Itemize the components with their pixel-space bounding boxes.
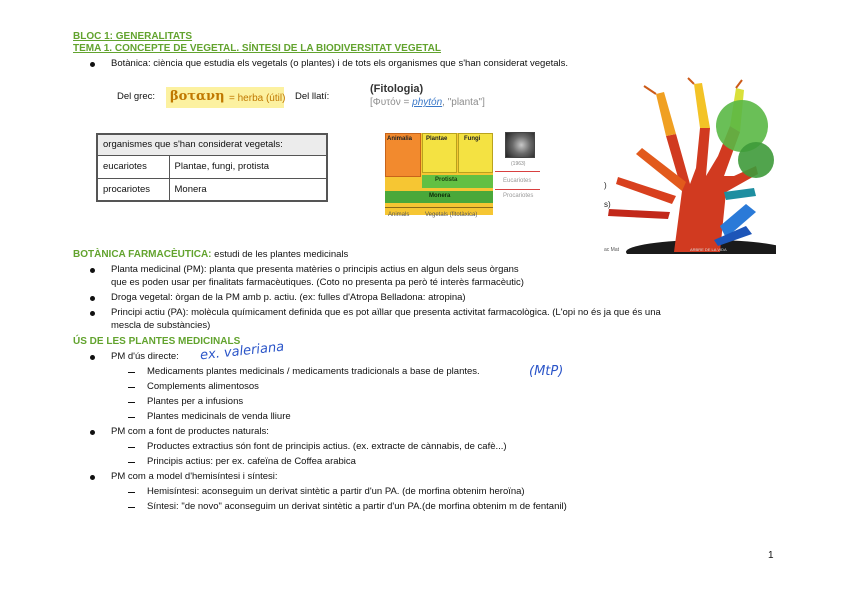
handwritten-note: ex. valeriana [199,339,285,364]
portrait-photo [505,132,535,158]
handwritten-note: (MtP) [529,364,564,379]
kingdom-label: Protista [435,177,458,183]
fitologia-title: (Fitologia) [370,83,424,95]
organisms-table [96,133,328,202]
dash-marker [128,507,135,508]
usos-sub-item: Principis actius: per ex. cafeïna de Coffea arabica [147,456,356,467]
usos-sub-item: Hemisíntesi: aconseguim un derivat sintètic a partir d'un PA. (de morfina obtenim heroïna) [147,486,525,497]
table-cell-label: procariotes [97,178,169,201]
tree-side-mark: s) [604,200,611,209]
dash-marker [128,417,135,418]
usos-sub-item: Productes extractius són font de principis actius. (ex. extracte de cànnabis, de cafè...) [147,441,507,452]
bullet-dot [90,355,95,360]
table-cell-value: Plantae, fungi, protista [169,155,327,178]
fitologia-etymology: [Φυτόν = phytón, "planta"] [370,97,485,108]
farmaceutica-item: Droga vegetal: òrgan de la PM amb p. actiu. (ex: fulles d'Atropa Belladona: atropina) [111,292,466,303]
tema-title: TEMA 1. CONCEPTE DE VEGETAL. SÍNTESI DE LA BIODIVERSITAT VEGETAL [73,43,441,54]
dash-marker [128,387,135,388]
usos-sub-item: Medicaments plantes medicinals / medicaments tradicionals a base de plantes. [147,366,480,377]
bullet-dot [90,62,95,67]
photo-caption: (1963) [511,161,526,167]
kingdom-label: Animalia [387,136,413,142]
page-number: 1 [768,550,774,561]
diagram-side-label: Procariotes [503,193,534,199]
tree-of-life-figure [596,76,776,254]
usos-sub-item: Plantes medicinals de venda lliure [147,411,291,422]
dash-marker [128,372,135,373]
divider-line [495,171,540,172]
bullet-dot [90,268,95,273]
dash-marker [128,492,135,493]
bullet-dot [90,430,95,435]
del-grec-label: Del grec: [117,91,156,102]
tree-base-label: ARBRE DE LA VIDA [690,247,727,252]
grec-word: βοτανη [170,89,225,104]
table-row [97,155,327,178]
grec-meaning: = herba (útil) [229,93,286,104]
table-row [97,178,327,201]
farmaceutica-item-cont: que es poden usar per finalitats farmacèutiques. (Coto no presenta pa però té interès farmacèutic) [111,277,524,288]
usos-sub-item: Plantes per a infusions [147,396,244,407]
usos-sub-item: Complements alimentosos [147,381,259,392]
usos-group-label: PM com a font de productes naturals: [111,426,269,437]
usos-group-label: PM com a model d'hemisíntesi i síntesi: [111,471,278,482]
dash-marker [128,402,135,403]
dash-marker [128,447,135,448]
table-header-row [97,134,327,155]
tree-side-mark: ac Mat [604,247,620,253]
usos-sub-item: Síntesi: "de novo" aconseguim un derivat sintètic a partir d'un PA.(de morfina obtenim m de fentanil) [147,501,567,512]
botanica-definition: Botànica: ciència que estudia els vegetals (o plantes) i de tots els organismes que s'han considerat vegetals. [111,58,569,69]
bullet-dot [90,311,95,316]
dash-marker [128,462,135,463]
bullet-dot [90,475,95,480]
table-cell-value: Monera [169,178,327,201]
kingdoms-diagram [385,133,493,215]
diagram-bottom-label: Animals [388,212,410,218]
del-llati-label: Del llatí: [295,91,330,102]
farmaceutica-item-cont: mescla de substàncies) [111,320,211,331]
table-cell-label: eucariotes [97,155,169,178]
farmaceutica-heading: BOTÀNICA FARMACÈUTICA: estudi de les plantes medicinals [73,249,349,260]
diagram-side-label: Eucariotes [503,178,532,184]
kingdom-label: Monera [429,193,451,199]
farmaceutica-item: Principi actiu (PA): molècula químicament definida que es pot aïllar que presenta activitat farmacològica. (L'opi no és ja que és una [111,307,661,318]
diagram-bottom-label: Vegetals (fitotàxica) [425,212,478,218]
kingdom-label: Plantae [426,136,448,142]
kingdom-label: Fungi [464,136,481,142]
table-header: organismes que s'han considerat vegetals: [97,134,327,155]
tree-side-mark: ) [604,181,607,190]
bullet-dot [90,296,95,301]
usos-group-label: PM d'ús directe: [111,351,179,362]
usos-heading: ÚS DE LES PLANTES MEDICINALS [73,336,241,347]
bloc-title: BLOC 1: GENERALITATS [73,31,193,42]
farmaceutica-item: Planta medicinal (PM): planta que presenta matèries o principis actius en algun dels seus òrgans [111,264,519,275]
